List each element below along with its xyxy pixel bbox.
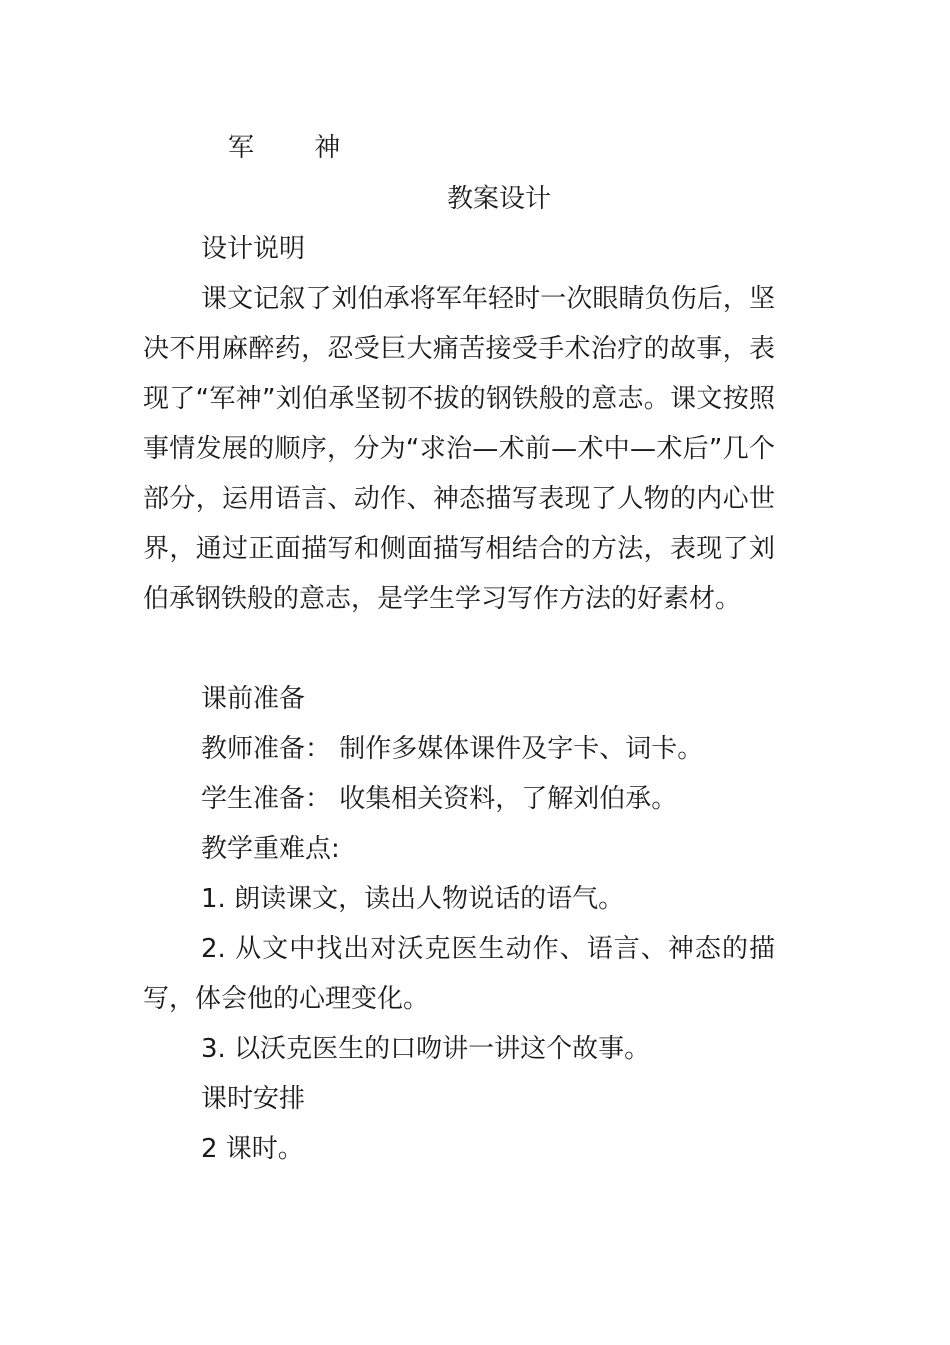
schedule-heading: 课时安排: [201, 1084, 306, 1114]
teacher-prep: 教师准备： 制作多媒体课件及字卡、词卡。: [201, 734, 704, 764]
design-paragraph: 课文记叙了刘伯承将军年轻时一次眼睛负伤后，坚决不用麻醉药，忍受巨大痛苦接受手术治疗的故事，表现了“军神”刘伯承坚韧不拔的钢铁般的意志。课文按照事情发展的顺序，分为“求治—术前—术中—术后”几个部分，运用语言、动作、神态描写表现了人物的内心世界，通过正面描写和侧面描写相结合的方法，表现了刘伯承钢铁般的意志，是学生学习写作方法的好素材。: [143, 284, 775, 614]
lesson-title: 军 神: [228, 133, 367, 163]
key-point-3: 3. 以沃克医生的口吻讲一讲这个故事。: [201, 1034, 651, 1064]
key-point-2: 2. 从文中找出对沃克医生动作、语言、神态的描写，体会他的心理变化。: [143, 934, 775, 1014]
student-prep: 学生准备： 收集相关资料，了解刘伯承。: [201, 784, 678, 814]
key-points-heading: 教学重难点:: [201, 834, 340, 864]
prep-heading: 课前准备: [201, 684, 306, 714]
lesson-subtitle: 教案设计: [447, 184, 552, 214]
key-point-1: 1. 朗读课文，读出人物说话的语气。: [201, 884, 625, 914]
schedule-value: 2 课时。: [201, 1134, 304, 1164]
design-heading: 设计说明: [201, 234, 306, 264]
